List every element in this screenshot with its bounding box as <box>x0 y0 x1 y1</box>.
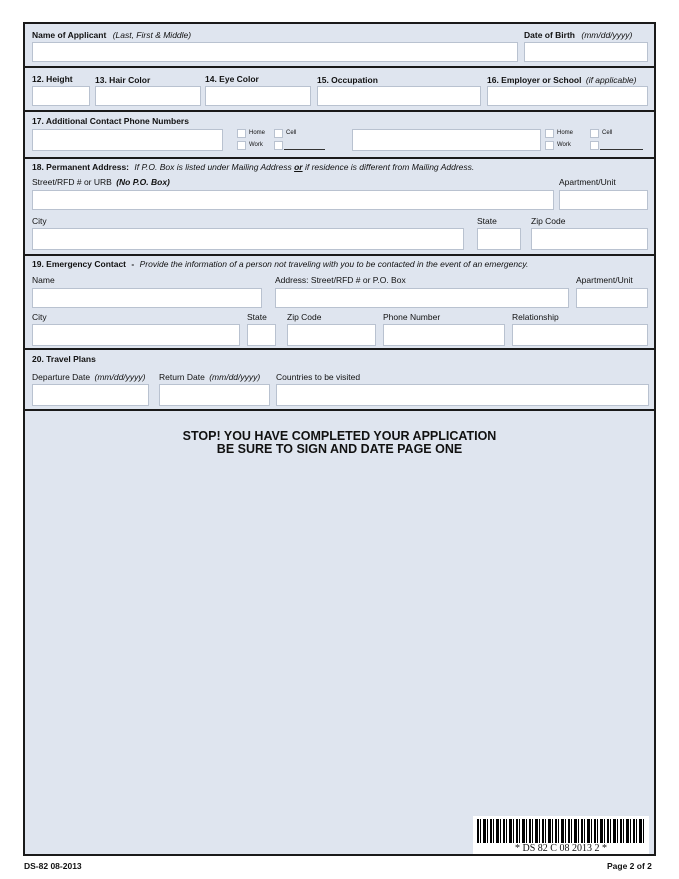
zip-code-label: Zip Code <box>531 216 566 226</box>
travel-plans-section <box>25 350 654 411</box>
travel-plans-title: 20. Travel Plans <box>32 354 96 364</box>
phone-1-other-line[interactable] <box>284 149 325 150</box>
occupation-field[interactable] <box>317 86 481 106</box>
phone-2-other-checkbox[interactable] <box>590 141 599 150</box>
phone-number-1-field[interactable] <box>32 129 223 151</box>
emergency-contact-title: 19. Emergency Contact - Provide the information of a person not traveling with you to be contacted in the event of an emergency. <box>32 259 529 269</box>
eye-color-label: 14. Eye Color <box>205 74 259 84</box>
emergency-relationship-label: Relationship <box>512 312 559 322</box>
phone-number-2-field[interactable] <box>352 129 541 151</box>
date-of-birth-field[interactable] <box>524 42 648 62</box>
eye-color-field[interactable] <box>205 86 311 106</box>
permanent-address-section <box>25 159 654 256</box>
departure-date-label: Departure Date (mm/dd/yyyy) <box>32 372 146 382</box>
departure-date-field[interactable] <box>32 384 149 406</box>
barcode <box>473 816 649 854</box>
phone-1-other-checkbox[interactable] <box>274 141 283 150</box>
phone-1-cell-label: Cell <box>286 130 297 136</box>
emergency-state-label: State <box>247 312 267 322</box>
phone-2-cell-label: Cell <box>602 130 613 136</box>
emergency-state-field[interactable] <box>247 324 276 346</box>
phone-1-work-checkbox[interactable] <box>237 141 246 150</box>
hair-color-label: 13. Hair Color <box>95 75 151 85</box>
application-form <box>23 22 656 856</box>
countries-label: Countries to be visited <box>276 372 361 382</box>
state-label: State <box>477 216 497 226</box>
state-field[interactable] <box>477 228 521 250</box>
employer-label: 16. Employer or School (if applicable) <box>487 75 637 85</box>
occupation-label: 15. Occupation <box>317 75 378 85</box>
emergency-address-field[interactable] <box>275 288 569 308</box>
apartment-field[interactable] <box>559 190 648 210</box>
city-label: City <box>32 216 47 226</box>
emergency-zip-label: Zip Code <box>287 312 322 322</box>
emergency-phone-label: Phone Number <box>383 312 441 322</box>
emergency-name-field[interactable] <box>32 288 262 308</box>
phone-1-home-checkbox[interactable] <box>237 129 246 138</box>
form-id: DS-82 08-2013 <box>24 861 82 871</box>
emergency-city-field[interactable] <box>32 324 240 346</box>
height-field[interactable] <box>32 86 90 106</box>
name-of-applicant-field[interactable] <box>32 42 518 62</box>
physical-description-section <box>25 68 654 112</box>
hair-color-field[interactable] <box>95 86 201 106</box>
phone-1-home-label: Home <box>249 130 266 136</box>
phone-2-work-label: Work <box>557 142 571 148</box>
stop-notice-line-2: BE SURE TO SIGN AND DATE PAGE ONE <box>216 442 463 456</box>
emergency-name-label: Name <box>32 275 55 285</box>
apartment-label: Apartment/Unit <box>559 177 616 187</box>
phone-numbers-title: 17. Additional Contact Phone Numbers <box>32 116 189 126</box>
emergency-relationship-field[interactable] <box>512 324 648 346</box>
barcode-text: * DS 82 C 08 2013 2 * <box>515 843 607 854</box>
emergency-apartment-field[interactable] <box>576 288 648 308</box>
permanent-address-title: 18. Permanent Address: If P.O. Box is listed under Mailing Address or if residence is different from Mailing Address. <box>32 162 475 172</box>
barcode-bars <box>477 819 645 843</box>
emergency-city-label: City <box>32 312 47 322</box>
return-date-field[interactable] <box>159 384 270 406</box>
phone-2-home-checkbox[interactable] <box>545 129 554 138</box>
emergency-phone-field[interactable] <box>383 324 505 346</box>
phone-1-work-label: Work <box>249 142 263 148</box>
page-number: Page 2 of 2 <box>607 861 652 871</box>
employer-field[interactable] <box>487 86 648 106</box>
stop-notice-line-1: STOP! YOU HAVE COMPLETED YOUR APPLICATION <box>182 429 497 443</box>
emergency-contact-section <box>25 256 654 350</box>
phone-2-other-line[interactable] <box>600 149 643 150</box>
height-label: 12. Height <box>32 74 73 84</box>
zip-code-field[interactable] <box>531 228 648 250</box>
phone-numbers-section <box>25 112 654 159</box>
city-field[interactable] <box>32 228 464 250</box>
date-of-birth-label: Date of Birth (mm/dd/yyyy) <box>524 30 633 40</box>
name-of-applicant-label: Name of Applicant (Last, First & Middle) <box>32 30 192 40</box>
phone-2-cell-checkbox[interactable] <box>590 129 599 138</box>
return-date-label: Return Date (mm/dd/yyyy) <box>159 372 261 382</box>
phone-2-home-label: Home <box>557 130 574 136</box>
countries-field[interactable] <box>276 384 649 406</box>
emergency-zip-field[interactable] <box>287 324 376 346</box>
phone-1-cell-checkbox[interactable] <box>274 129 283 138</box>
street-label: Street/RFD # or URB (No P.O. Box) <box>32 177 170 187</box>
phone-2-work-checkbox[interactable] <box>545 141 554 150</box>
emergency-apartment-label: Apartment/Unit <box>576 275 633 285</box>
applicant-section <box>25 24 654 68</box>
street-field[interactable] <box>32 190 554 210</box>
emergency-address-label: Address: Street/RFD # or P.O. Box <box>275 275 406 285</box>
